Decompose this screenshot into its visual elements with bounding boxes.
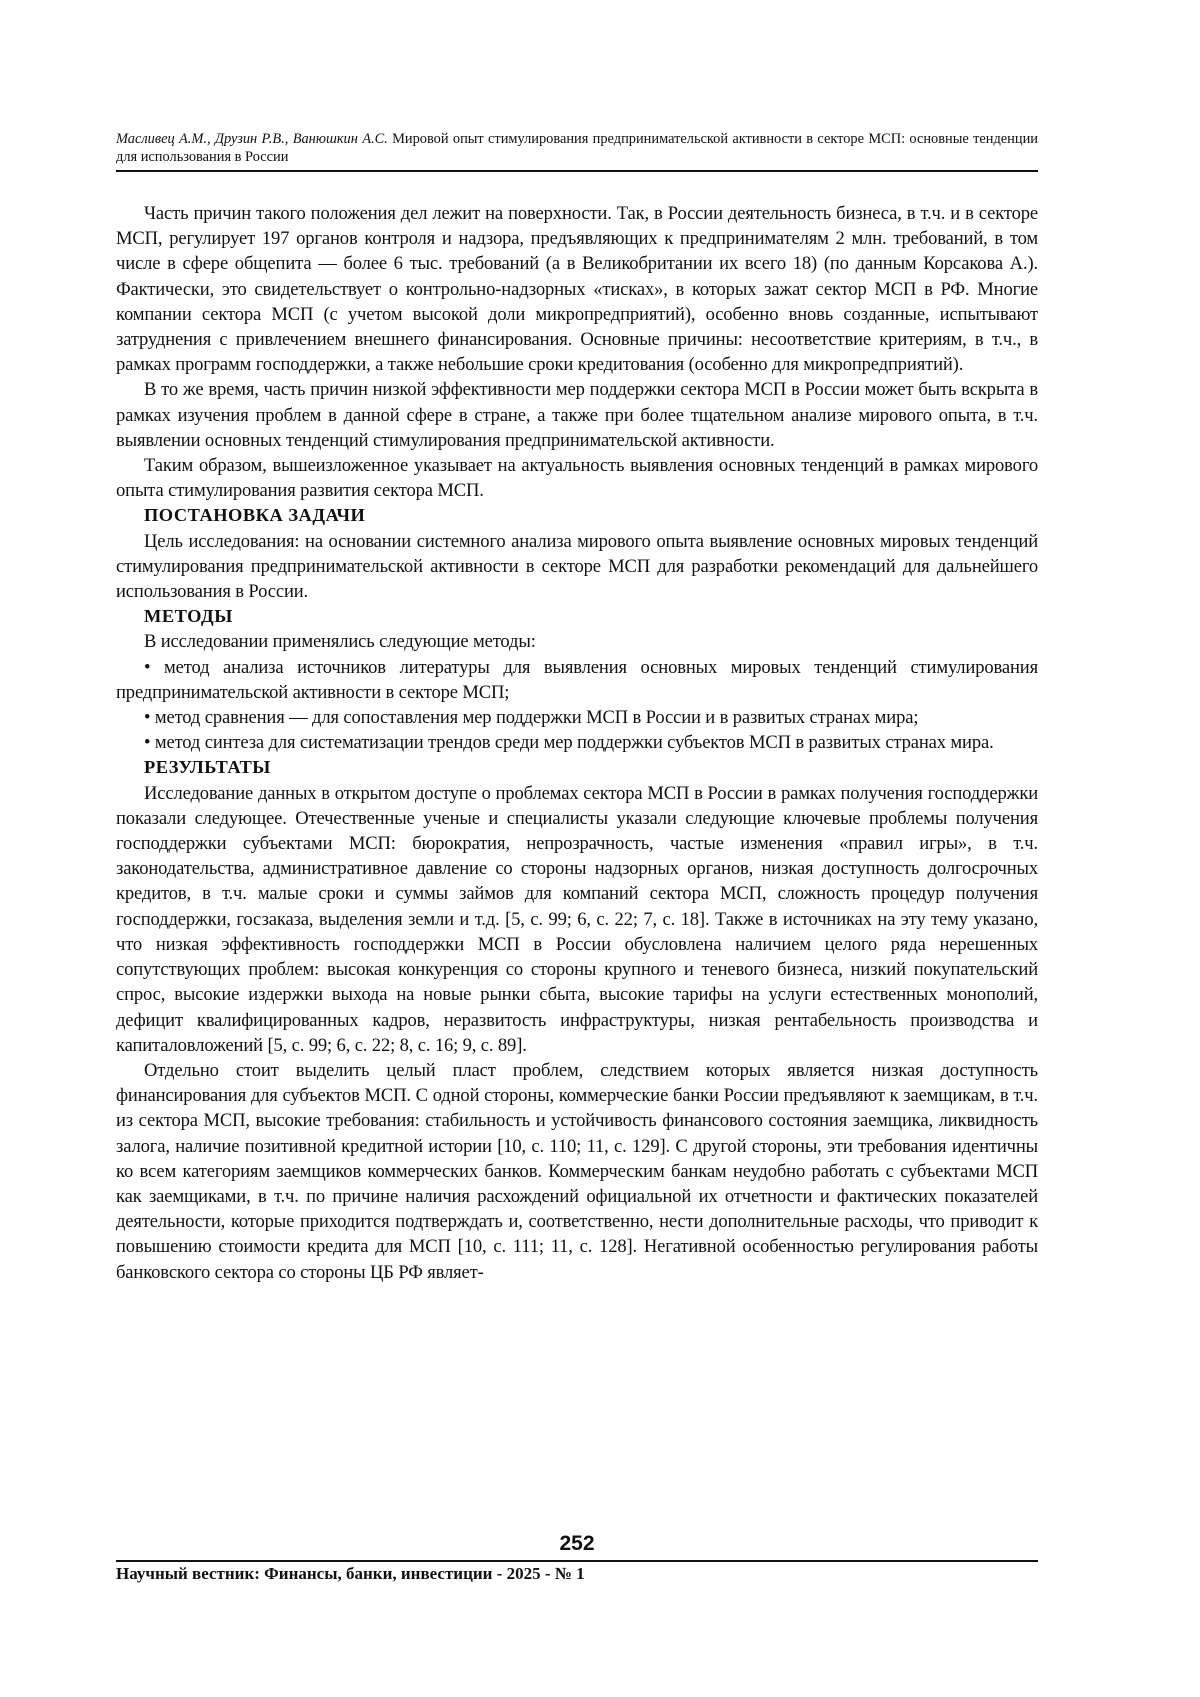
paragraph-methods-intro: В исследовании применялись следующие методы: <box>144 631 536 653</box>
paragraph-relevance: Таким образом, вышеизложенное указывает на актуальность выявления основных тенденций в рамках мирового опыта стимулирования развития сектора МСП. <box>116 455 1038 502</box>
paragraph-support-effectiveness: В то же время, часть причин низкой эффективности мер поддержки сектора МСП в России может быть вскрыта в рамках изучения проблем в данной сфере в стране, а также при более тщательном анализе мирового опыта, в т.ч. выявлении основных тенденций стимулирования предпринимательской активности. <box>116 379 1038 451</box>
section-heading-task: ПОСТАНОВКА ЗАДАЧИ <box>144 505 366 526</box>
running-header <box>116 130 1038 172</box>
page-number: 252 <box>559 1532 595 1555</box>
list-item-method-comparison: • метод сравнения — для сопоставления мер поддержки МСП в России и в развитых странах мира; <box>144 707 919 729</box>
paragraph-results-problems: Исследование данных в открытом доступе о проблемах сектора МСП в России в рамках получения господдержки показали следующее. Отечественные ученые и специалисты указали следующие ключевые проблемы получения господдержки субъектами МСП: бюрократия, непрозрачность, частые изменения «правил игры», в т.ч. законодательства, административное давление со стороны надзорных органов, низкая доступность долгосрочных кредитов, в т.ч. малые сроки и суммы займов для компаний сектора МСП, сложность процедур получения господдержки, госзаказа, выделения земли и т.д. [5, с. 99; 6, с. 22; 7, с. 18]. Также в источниках на эту тему указано, что низкая эффективность господдержки МСП в России обусловлена наличием целого ряда нерешенных сопутствующих проблем: высокая конкуренция со стороны крупного и теневого бизнеса, низкий покупательский спрос, высокие издержки выхода на новые рынки сбыта, высокие тарифы на услуги естественных монополий, дефицит квалифицированных кадров, неразвитость инфраструктуры, низкая рентабельность производства и капиталовложений [5, с. 99; 6, с. 22; 8, с. 16; 9, с. 89]. <box>116 782 1038 1056</box>
section-heading-methods: МЕТОДЫ <box>144 606 233 627</box>
article-body <box>116 201 1038 1285</box>
journal-footer: Научный вестник: Финансы, банки, инвестиции - 2025 - № 1 <box>116 1560 1038 1584</box>
paragraph-results-financing: Отдельно стоит выделить целый пласт проблем, следствием которых является низкая доступность финансирования для субъектов МСП. С одной стороны, коммерческие банки России предъявляют к заемщикам, в т.ч. из сектора МСП, высокие требования: стабильность и устойчивость финансового состояния заемщика, ликвидность залога, наличие позитивной кредитной истории [10, с. 110; 11, с. 129]. С другой стороны, эти требования идентичны ко всем категориям заемщиков коммерческих банков. Коммерческим банкам неудобно работать с субъектами МСП как заемщиками, в т.ч. по причине наличия расхождений официальной их отчетности и фактических показателей деятельности, которые приходится подтверждать и, соответственно, нести дополнительные расходы, что приводит к повышению стоимости кредита для МСП [10, с. 111; 11, с. 128]. Негативной особенностью регулирования работы банковского сектора со стороны ЦБ РФ являет- <box>116 1059 1038 1283</box>
section-heading-results: РЕЗУЛЬТАТЫ <box>144 757 271 778</box>
list-item-method-synthesis: • метод синтеза для систематизации трендов среди мер поддержки субъектов МСП в развитых странах мира. <box>144 732 994 754</box>
list-item-method-analysis: • метод анализа источников литературы для выявления основных мировых тенденций стимулирования предпринимательской активности в секторе МСП; <box>116 656 1038 703</box>
header-authors: Масливец А.М., Друзин Р.В., Ванюшкин А.С. <box>116 131 388 147</box>
journal-page <box>116 0 1038 1697</box>
header-article-title: Мировой опыт стимулирования предпринимательской активности в секторе МСП: основные тенденции для использования в России <box>116 131 1038 165</box>
paragraph-intro-causes: Часть причин такого положения дел лежит на поверхности. Так, в России деятельность бизнеса, в т.ч. и в секторе МСП, регулирует 197 органов контроля и надзора, предъявляющих к предпринимателям 2 млн. требований, в том числе в сфере общепита — более 6 тыс. требований (а в Великобритании их всего 18) (по данным Корсакова А.). Фактически, это свидетельствует о контрольно-надзорных «тисках», в которых зажат сектор МСП в РФ. Многие компании сектора МСП (с учетом высокой доли микропредприятий), особенно вновь созданные, испытывают затруднения с привлечением внешнего финансирования. Основные причины: несоответствие критериям, в т.ч., в рамках программ господдержки, а также небольшие сроки кредитования (особенно для микропредприятий). <box>116 203 1038 376</box>
paragraph-research-goal: Цель исследования: на основании системного анализа мирового опыта выявление основных мировых тенденций стимулирования предпринимательской активности в секторе МСП для разработки рекомендаций для дальнейшего использования в России. <box>116 530 1038 603</box>
